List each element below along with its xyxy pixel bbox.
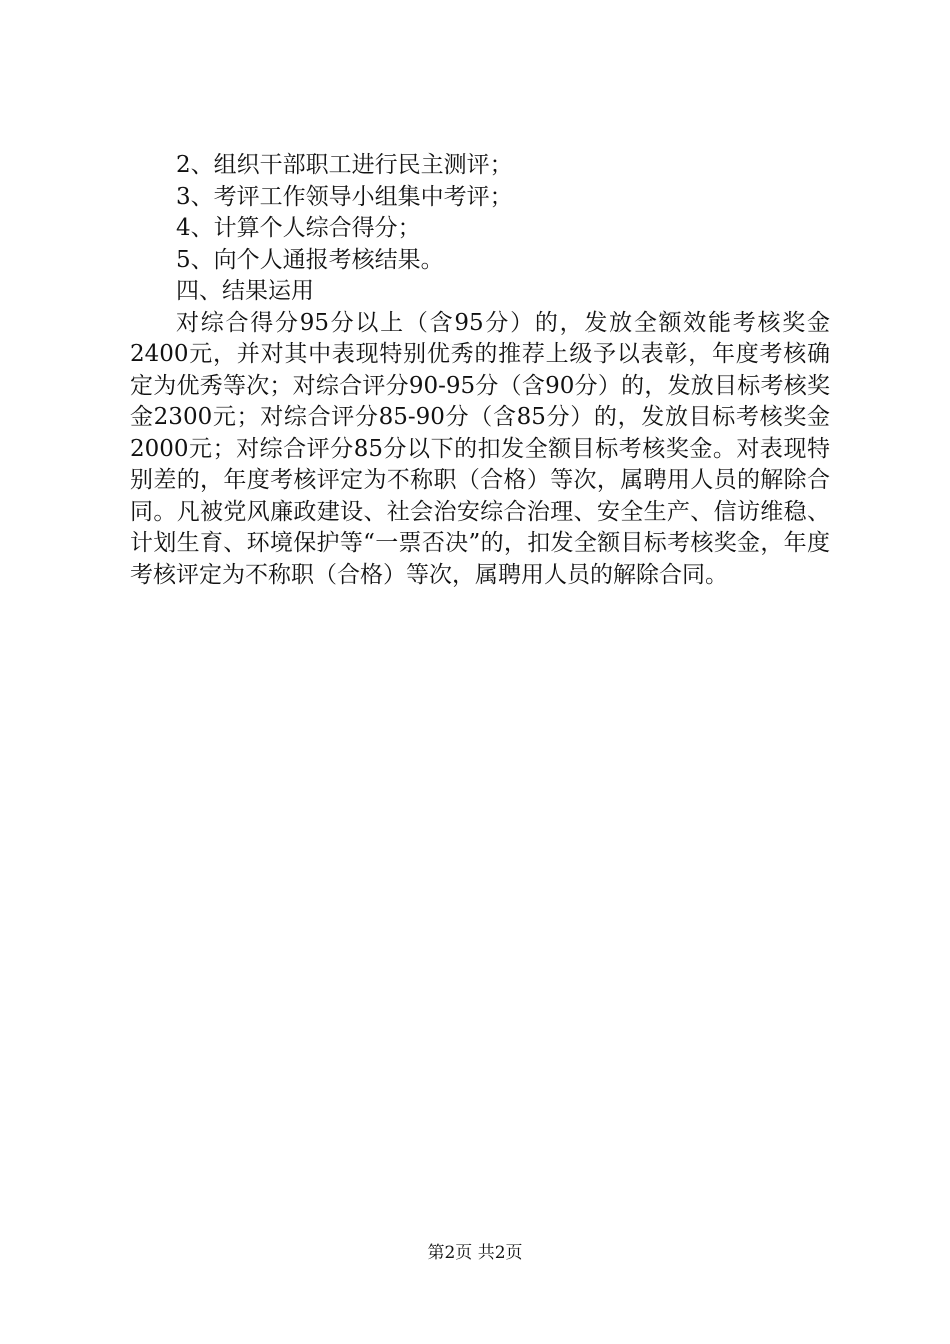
evaluation-steps-list <box>130 150 830 276</box>
result-application-paragraph: 对综合得分95分以上（含95分）的，发放全额效能考核奖金2400元，并对其中表现特别优秀的推荐上级予以表彰，年度考核确定为优秀等次；对综合评分90-95分（含90分）的，发放目标考核奖金2300元；对综合评分85-90分（含85分）的，发放目标考核奖金2000元；对综合评分85分以下的扣发全额目标考核奖金。对表现特别差的，年度考核评定为不称职（合格）等次，属聘用人员的解除合同。凡被党风廉政建设、社会治安综合治理、安全生产、信访维稳、计划生育、环境保护等“一票否决”的，扣发全额目标考核奖金，年度考核评定为不称职（合格）等次，属聘用人员的解除合同。 <box>130 309 830 588</box>
page-indicator: 第2页 共2页 <box>427 1243 523 1263</box>
step-item: 5、向个人通报考核结果。 <box>176 246 444 273</box>
step-item: 3、考评工作领导小组集中考评； <box>176 183 513 210</box>
step-item: 4、计算个人综合得分； <box>176 215 421 241</box>
section-heading: 四、结果运用 <box>176 278 314 304</box>
step-item: 2、组织干部职工进行民主测评； <box>176 152 513 178</box>
document-body <box>130 150 830 591</box>
page-footer <box>0 1242 950 1264</box>
